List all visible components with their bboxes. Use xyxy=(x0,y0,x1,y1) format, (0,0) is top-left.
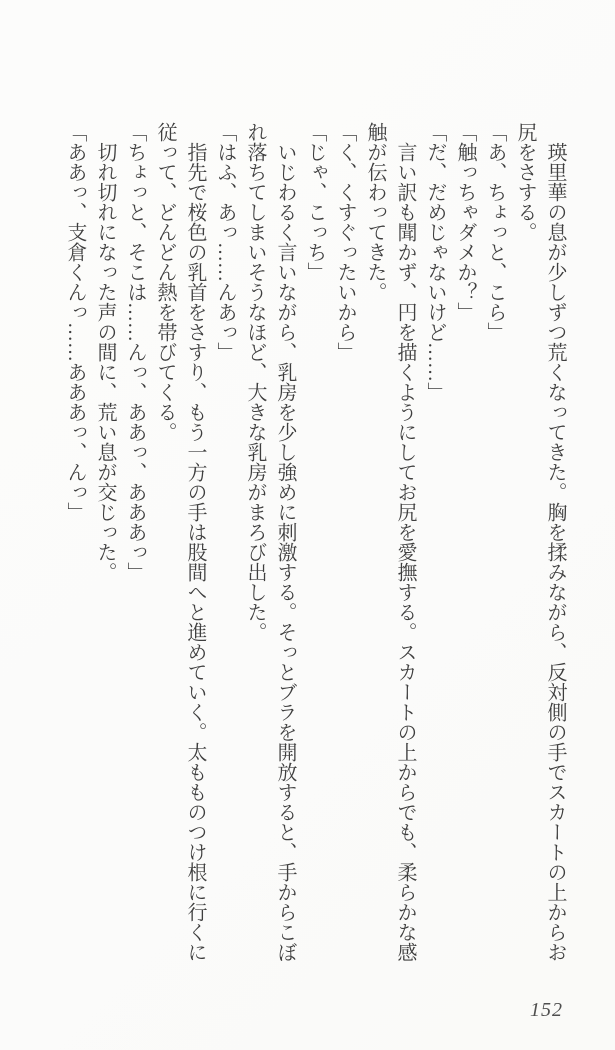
text-paragraph: 切れ切れになった声の間に、荒い息が交じった。 xyxy=(94,122,116,582)
text-paragraph: いじわるく言いながら、乳房を少し強めに刺激する。そっとブラを開放すると、手からこぼれ落ちてしまいそうなほど、大きな乳房がまろび出した。 xyxy=(244,122,296,962)
text-paragraph: 「触っちゃダメか？」 xyxy=(454,122,476,322)
text-paragraph: 「あ、ちょっと、こら」 xyxy=(484,122,506,342)
text-paragraph: 「だ、だめじゃないけど……」 xyxy=(424,122,446,402)
text-paragraph: 「く、くすぐったいから」 xyxy=(334,122,356,362)
text-paragraph: 「じゃ、こっち」 xyxy=(304,122,326,282)
text-paragraph: 「はふ、あっ……んあっ」 xyxy=(214,122,236,362)
text-paragraph: 指先で桜色の乳首をさすり、もう一方の手は股間へと進めていく。太もものつけ根に行くに従って、どんどん熱を帯びてくる。 xyxy=(154,122,206,962)
text-paragraph: 瑛里華の息が少しずつ荒くなってきた。胸を揉みながら、反対側の手でスカートの上からお尻をさする。 xyxy=(514,122,566,962)
page-number: 152 xyxy=(530,999,563,1021)
page-text xyxy=(60,122,570,967)
text-paragraph: 「ちょっと、そこは……んっ、ああっ、あああっ」 xyxy=(124,122,146,582)
text-paragraph: 「ああっ、支倉くんっ……あああっ、んっ」 xyxy=(64,122,86,522)
text-paragraph: 言い訳も聞かず、円を描くようにしてお尻を愛撫する。スカートの上からでも、柔らかな感触が伝わってきた。 xyxy=(364,122,416,962)
